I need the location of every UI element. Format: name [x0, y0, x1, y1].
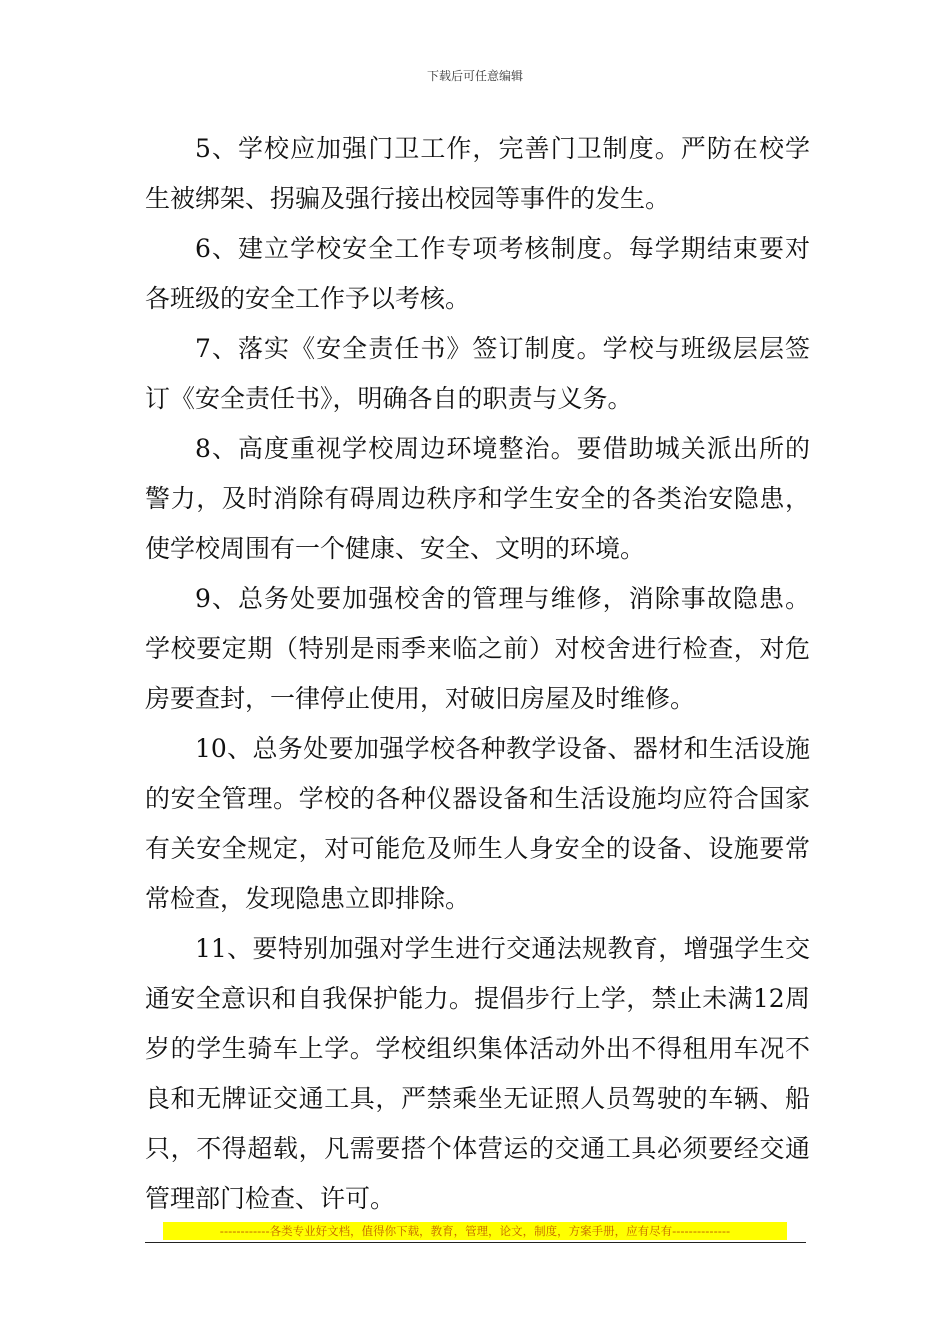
header-note: 下载后可任意编辑: [426, 69, 523, 83]
paragraph-11: 11、要特别加强对学生进行交通法规教育，增强学生交通安全意识和自我保护能力。提倡步行上学，禁止未满12周岁的学生骑车上学。学校组织集体活动外出不得租用车况不良和无牌证交通工具，严禁乘坐无证照人员驾驶的车辆、船只，不得超载，凡需要搭个体营运的交通工具必须要经交通管理部门检查、许可。: [145, 934, 810, 1213]
paragraph-9: 9、总务处要加强校舍的管理与维修，消除事故隐患。学校要定期（特别是雨季来临之前）对校舍进行检查，对危房要查封，一律停止使用，对破旧房屋及时维修。: [145, 584, 810, 713]
footer-divider: [145, 1242, 806, 1243]
paragraph-7: 7、落实《安全责任书》签订制度。学校与班级层层签订《安全责任书》，明确各自的职责与义务。: [145, 334, 810, 413]
paragraph-5: 5、学校应加强门卫工作，完善门卫制度。严防在校学生被绑架、拐骗及强行接出校园等事件的发生。: [145, 134, 810, 213]
paragraph-8: 8、高度重视学校周边环境整治。要借助城关派出所的警力，及时消除有碍周边秩序和学生安全的各类治安隐患，使学校周围有一个健康、安全、文明的环境。: [145, 434, 810, 563]
document-body: [145, 124, 810, 1224]
footer-banner: ------------各类专业好文档，值得你下载，教育，管理，论文，制度，方案手册，应有尽有--------------: [163, 1222, 787, 1240]
paragraph-6: 6、建立学校安全工作专项考核制度。每学期结束要对各班级的安全工作予以考核。: [145, 234, 810, 313]
paragraph-10: 10、总务处要加强学校各种教学设备、器材和生活设施的安全管理。学校的各种仪器设备和生活设施均应符合国家有关安全规定，对可能危及师生人身安全的设备、设施要常常检查，发现隐患立即排除。: [145, 734, 810, 913]
